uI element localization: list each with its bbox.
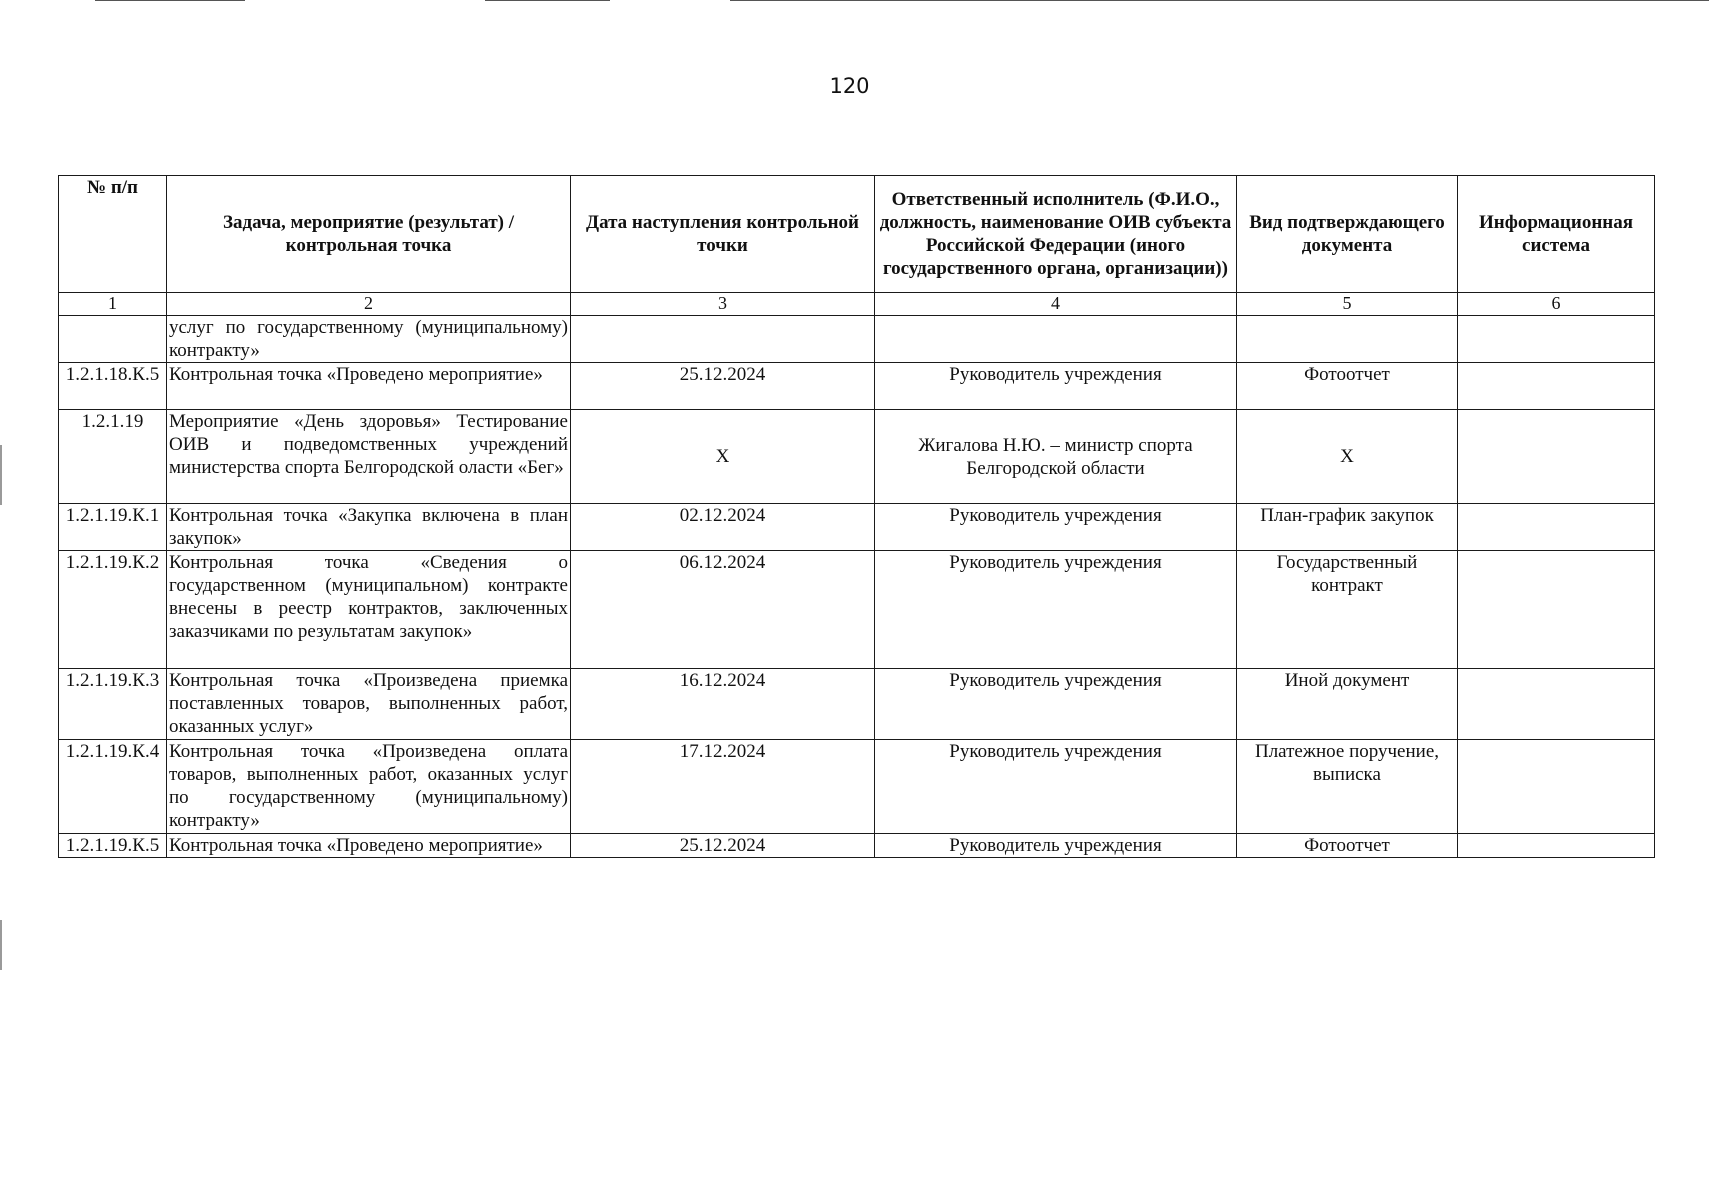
row-responsible: Руководитель учреждения	[875, 740, 1237, 834]
table-row	[59, 551, 1655, 669]
page-number: 120	[829, 74, 870, 98]
header-document: Вид подтверждающего документа	[1237, 176, 1458, 293]
column-number: 4	[875, 293, 1237, 316]
top-scan-line-middle	[485, 0, 610, 1]
table-row	[59, 834, 1655, 858]
row-date: Х	[571, 410, 875, 504]
table-row	[59, 363, 1655, 410]
row-system	[1458, 551, 1655, 669]
column-number-row	[59, 293, 1655, 316]
header-num: № п/п	[59, 176, 167, 293]
row-num: 1.2.1.19.К.2	[59, 551, 167, 669]
table-row	[59, 740, 1655, 834]
row-responsible: Руководитель учреждения	[875, 551, 1237, 669]
top-scan-line-left	[95, 0, 245, 1]
row-responsible: Жигалова Н.Ю. – министр спорта Белгородской области	[875, 410, 1237, 504]
row-num	[59, 316, 167, 363]
row-responsible: Руководитель учреждения	[875, 363, 1237, 410]
row-responsible: Руководитель учреждения	[875, 834, 1237, 858]
header-task: Задача, мероприятие (результат) / контрольная точка	[167, 176, 571, 293]
row-document: Фотоотчет	[1237, 834, 1458, 858]
row-system	[1458, 316, 1655, 363]
row-system	[1458, 669, 1655, 740]
row-date: 25.12.2024	[571, 363, 875, 410]
row-responsible: Руководитель учреждения	[875, 669, 1237, 740]
table-header-row	[59, 176, 1655, 293]
row-date	[571, 316, 875, 363]
row-document: Платежное поручение, выписка	[1237, 740, 1458, 834]
row-num: 1.2.1.19.К.5	[59, 834, 167, 858]
row-task: Контрольная точка «Проведено мероприятие»	[167, 834, 571, 858]
row-system	[1458, 740, 1655, 834]
row-date: 02.12.2024	[571, 504, 875, 551]
row-num: 1.2.1.19.К.4	[59, 740, 167, 834]
row-date: 16.12.2024	[571, 669, 875, 740]
row-num: 1.2.1.19	[59, 410, 167, 504]
row-task: Контрольная точка «Сведения о государственном (муниципальном) контракте внесены в реестр контрактов, заключенных заказчиками по результатам закупок»	[167, 551, 571, 669]
row-num: 1.2.1.19.К.1	[59, 504, 167, 551]
row-system	[1458, 410, 1655, 504]
row-document: Х	[1237, 410, 1458, 504]
row-document: Фотоотчет	[1237, 363, 1458, 410]
row-system	[1458, 834, 1655, 858]
row-task: Контрольная точка «Закупка включена в план закупок»	[167, 504, 571, 551]
column-number: 3	[571, 293, 875, 316]
row-document: Государственный контракт	[1237, 551, 1458, 669]
table-row	[59, 504, 1655, 551]
row-responsible: Руководитель учреждения	[875, 504, 1237, 551]
row-num: 1.2.1.18.К.5	[59, 363, 167, 410]
column-number: 6	[1458, 293, 1655, 316]
row-date: 25.12.2024	[571, 834, 875, 858]
top-scan-line-right	[730, 0, 1709, 1]
row-document	[1237, 316, 1458, 363]
column-number: 5	[1237, 293, 1458, 316]
row-document: План-график закупок	[1237, 504, 1458, 551]
table-row	[59, 669, 1655, 740]
row-task: Мероприятие «День здоровья» Тестирование ОИВ и подведомственных учреждений министерства спорта Белгородской оласти «Бег»	[167, 410, 571, 504]
control-points-table	[58, 175, 1655, 858]
row-task: Контрольная точка «Произведена оплата товаров, выполненных работ, оказанных услуг по государственному (муниципальному) контракту»	[167, 740, 571, 834]
row-num: 1.2.1.19.К.3	[59, 669, 167, 740]
row-date: 17.12.2024	[571, 740, 875, 834]
row-date: 06.12.2024	[571, 551, 875, 669]
table-row	[59, 410, 1655, 504]
column-number: 2	[167, 293, 571, 316]
row-task: услуг по государственному (муниципальному) контракту»	[167, 316, 571, 363]
header-responsible: Ответственный исполнитель (Ф.И.О., должность, наименование ОИВ субъекта Российской Федерации (иного государственного органа, организации))	[875, 176, 1237, 293]
row-responsible	[875, 316, 1237, 363]
left-scan-edge-2	[0, 920, 2, 970]
left-scan-edge-1	[0, 445, 2, 505]
column-number: 1	[59, 293, 167, 316]
header-date: Дата наступления контрольной точки	[571, 176, 875, 293]
row-system	[1458, 504, 1655, 551]
row-task: Контрольная точка «Проведено мероприятие»	[167, 363, 571, 410]
row-system	[1458, 363, 1655, 410]
row-document: Иной документ	[1237, 669, 1458, 740]
header-system: Информационная система	[1458, 176, 1655, 293]
table-row	[59, 316, 1655, 363]
row-task: Контрольная точка «Произведена приемка поставленных товаров, выполненных работ, оказанных услуг»	[167, 669, 571, 740]
